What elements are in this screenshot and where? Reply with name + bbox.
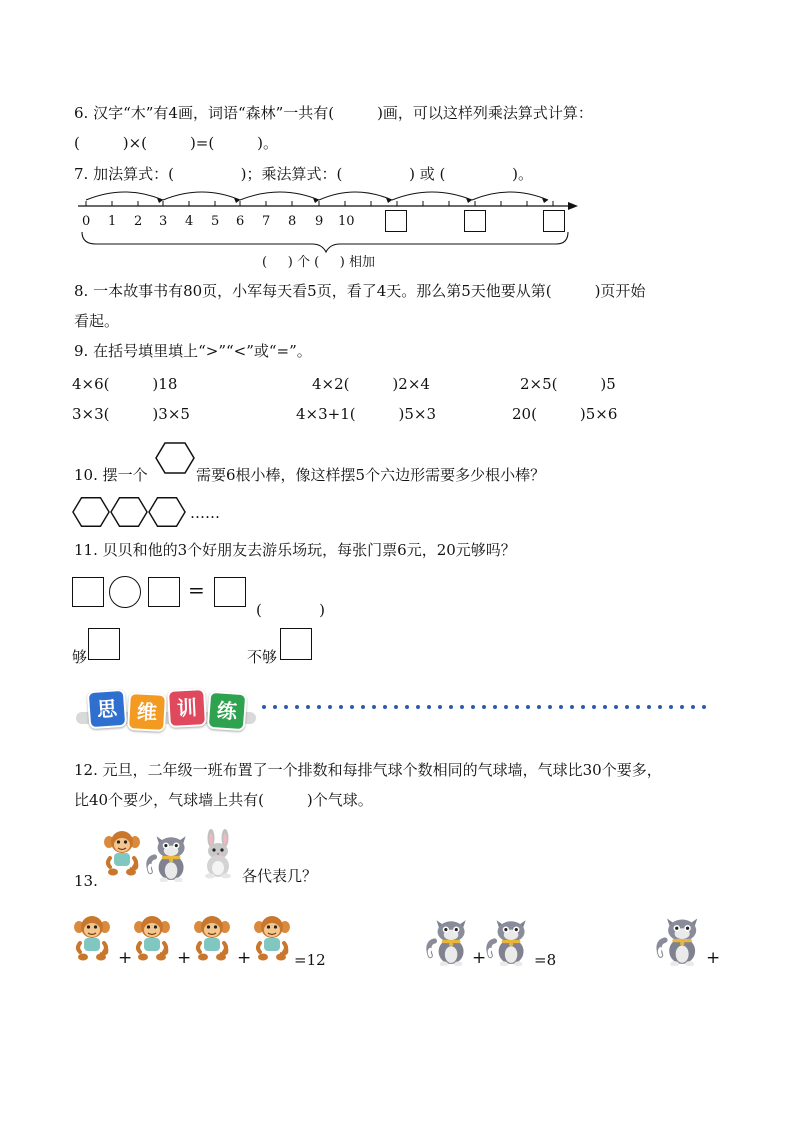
banner-dot (493, 705, 497, 709)
banner-dot (647, 705, 651, 709)
hexagon-icon (110, 496, 148, 528)
compare-6: 20( )5×6 (512, 405, 618, 423)
answer-box-1[interactable] (385, 210, 407, 232)
banner-dot (438, 705, 442, 709)
banner-dot (372, 705, 376, 709)
plus-sign: + (237, 948, 252, 968)
cat-icon (486, 914, 532, 966)
banner-dot (284, 705, 288, 709)
equation-box-2[interactable] (148, 577, 180, 607)
banner-dot (515, 705, 519, 709)
q10-ellipsis: …… (190, 504, 220, 522)
banner-dot (295, 705, 299, 709)
cat-icon (426, 914, 472, 966)
tick-label: 7 (262, 214, 271, 229)
banner-dot (394, 705, 398, 709)
q10-prefix: 10. 摆一个 (74, 466, 148, 484)
not-enough-label: 不够 (247, 648, 278, 666)
banner-dot (691, 705, 695, 709)
compare-4: 3×3( )3×5 (72, 405, 190, 423)
banner-dot (273, 705, 277, 709)
monkey-icon (252, 912, 292, 964)
tick-label: 8 (288, 214, 297, 229)
cat-icon (146, 830, 192, 882)
tick-label: 5 (211, 214, 220, 229)
rabbit-icon (198, 826, 238, 882)
banner-dot (449, 705, 453, 709)
answer-box-3[interactable] (543, 210, 565, 232)
banner-char-2: 维 (127, 692, 167, 732)
banner-dot (504, 705, 508, 709)
banner-dot (471, 705, 475, 709)
tick-label: 6 (236, 214, 245, 229)
q6-line1: 6. 汉字“木”有4画，词语“森林”一共有( )画，可以这样列乘法算式计算： (74, 104, 593, 122)
hexagon-icon (72, 496, 110, 528)
hexagon-icon (148, 496, 186, 528)
banner-dot (636, 705, 640, 709)
tick-label: 0 (82, 214, 91, 229)
compare-2: 4×2( )2×4 (312, 375, 430, 393)
banner-dot (537, 705, 541, 709)
banner-char-3: 训 (167, 688, 207, 728)
banner-dot (262, 705, 266, 709)
plus-sign: + (706, 948, 721, 968)
banner-dot (350, 705, 354, 709)
banner-dot (669, 705, 673, 709)
banner-dot (658, 705, 662, 709)
banner-dot (405, 705, 409, 709)
answer-box-2[interactable] (464, 210, 486, 232)
monkey-icon (72, 912, 112, 964)
equation-box-1[interactable] (72, 577, 104, 607)
unit-paren: ( ) (256, 601, 325, 619)
enough-checkbox[interactable] (88, 628, 120, 660)
monkey-icon (192, 912, 232, 964)
monkey-equation-result: =12 (294, 951, 326, 969)
q13-prefix: 13. (74, 872, 98, 890)
banner-dot (460, 705, 464, 709)
banner-dot (581, 705, 585, 709)
banner-dot (306, 705, 310, 709)
compare-1: 4×6( )18 (72, 375, 178, 393)
banner-dot (383, 705, 387, 709)
banner-dot (482, 705, 486, 709)
compare-3: 2×5( )5 (520, 375, 616, 393)
equation-result-box[interactable] (214, 577, 246, 607)
banner-dot (614, 705, 618, 709)
banner-dot (339, 705, 343, 709)
brace-label: ( ) 个 ( ) 相加 (262, 255, 376, 270)
plus-sign: + (177, 948, 192, 968)
cat-equation-result: =8 (534, 951, 557, 969)
plus-sign: + (118, 948, 133, 968)
equals-sign: = (188, 578, 205, 602)
operator-circle[interactable] (109, 576, 141, 608)
compare-5: 4×3+1( )5×3 (296, 405, 437, 423)
q7-line: 7. 加法算式：( )；乘法算式：( ) 或 ( )。 (74, 165, 533, 183)
plus-sign: + (472, 948, 487, 968)
enough-label: 够 (72, 648, 88, 666)
banner-dot (361, 705, 365, 709)
banner-dot (680, 705, 684, 709)
tick-label: 4 (185, 214, 194, 229)
q12-line2: 比40个要少，气球墙上共有( )个气球。 (74, 791, 373, 809)
q10-suffix: 需要6根小棒，像这样摆5个六边形需要多少根小棒？ (196, 466, 546, 484)
banner-dot (625, 705, 629, 709)
number-line (0, 0, 794, 280)
monkey-icon (102, 828, 142, 878)
banner-dot (570, 705, 574, 709)
q9-title: 9. 在括号填里填上“>”“<”或“=”。 (74, 342, 312, 360)
tick-label: 10 (338, 214, 355, 229)
not-enough-checkbox[interactable] (280, 628, 312, 660)
q12-line1: 12. 元旦，二年级一班布置了一个排数和每排气球个数相同的气球墙，气球比30个要多， (74, 761, 662, 779)
q6-line2: ( )×( )=( )。 (74, 134, 278, 152)
tick-label: 9 (315, 214, 324, 229)
banner-char-1: 思 (87, 689, 128, 730)
q13-suffix: 各代表几？ (242, 867, 318, 885)
banner-dot (603, 705, 607, 709)
hexagon-icon (155, 442, 195, 474)
tick-label: 1 (108, 214, 117, 229)
banner-dot (526, 705, 530, 709)
banner-dot (559, 705, 563, 709)
banner-dot (317, 705, 321, 709)
q8-line2: 看起。 (74, 312, 120, 330)
banner-dot (427, 705, 431, 709)
q11-title: 11. 贝贝和他的3个好朋友去游乐场玩，每张门票6元，20元够吗？ (74, 541, 516, 559)
banner-char-4: 练 (207, 691, 248, 732)
banner-dot (592, 705, 596, 709)
cat-icon (656, 912, 704, 966)
monkey-icon (132, 912, 172, 964)
banner-dot (548, 705, 552, 709)
banner-dot (702, 705, 706, 709)
banner-dot (328, 705, 332, 709)
tick-label: 2 (134, 214, 143, 229)
tick-label: 3 (159, 214, 168, 229)
banner-dot (416, 705, 420, 709)
q8-line1: 8. 一本故事书有80页，小军每天看5页，看了4天。那么第5天他要从第( )页开始 (74, 282, 646, 300)
